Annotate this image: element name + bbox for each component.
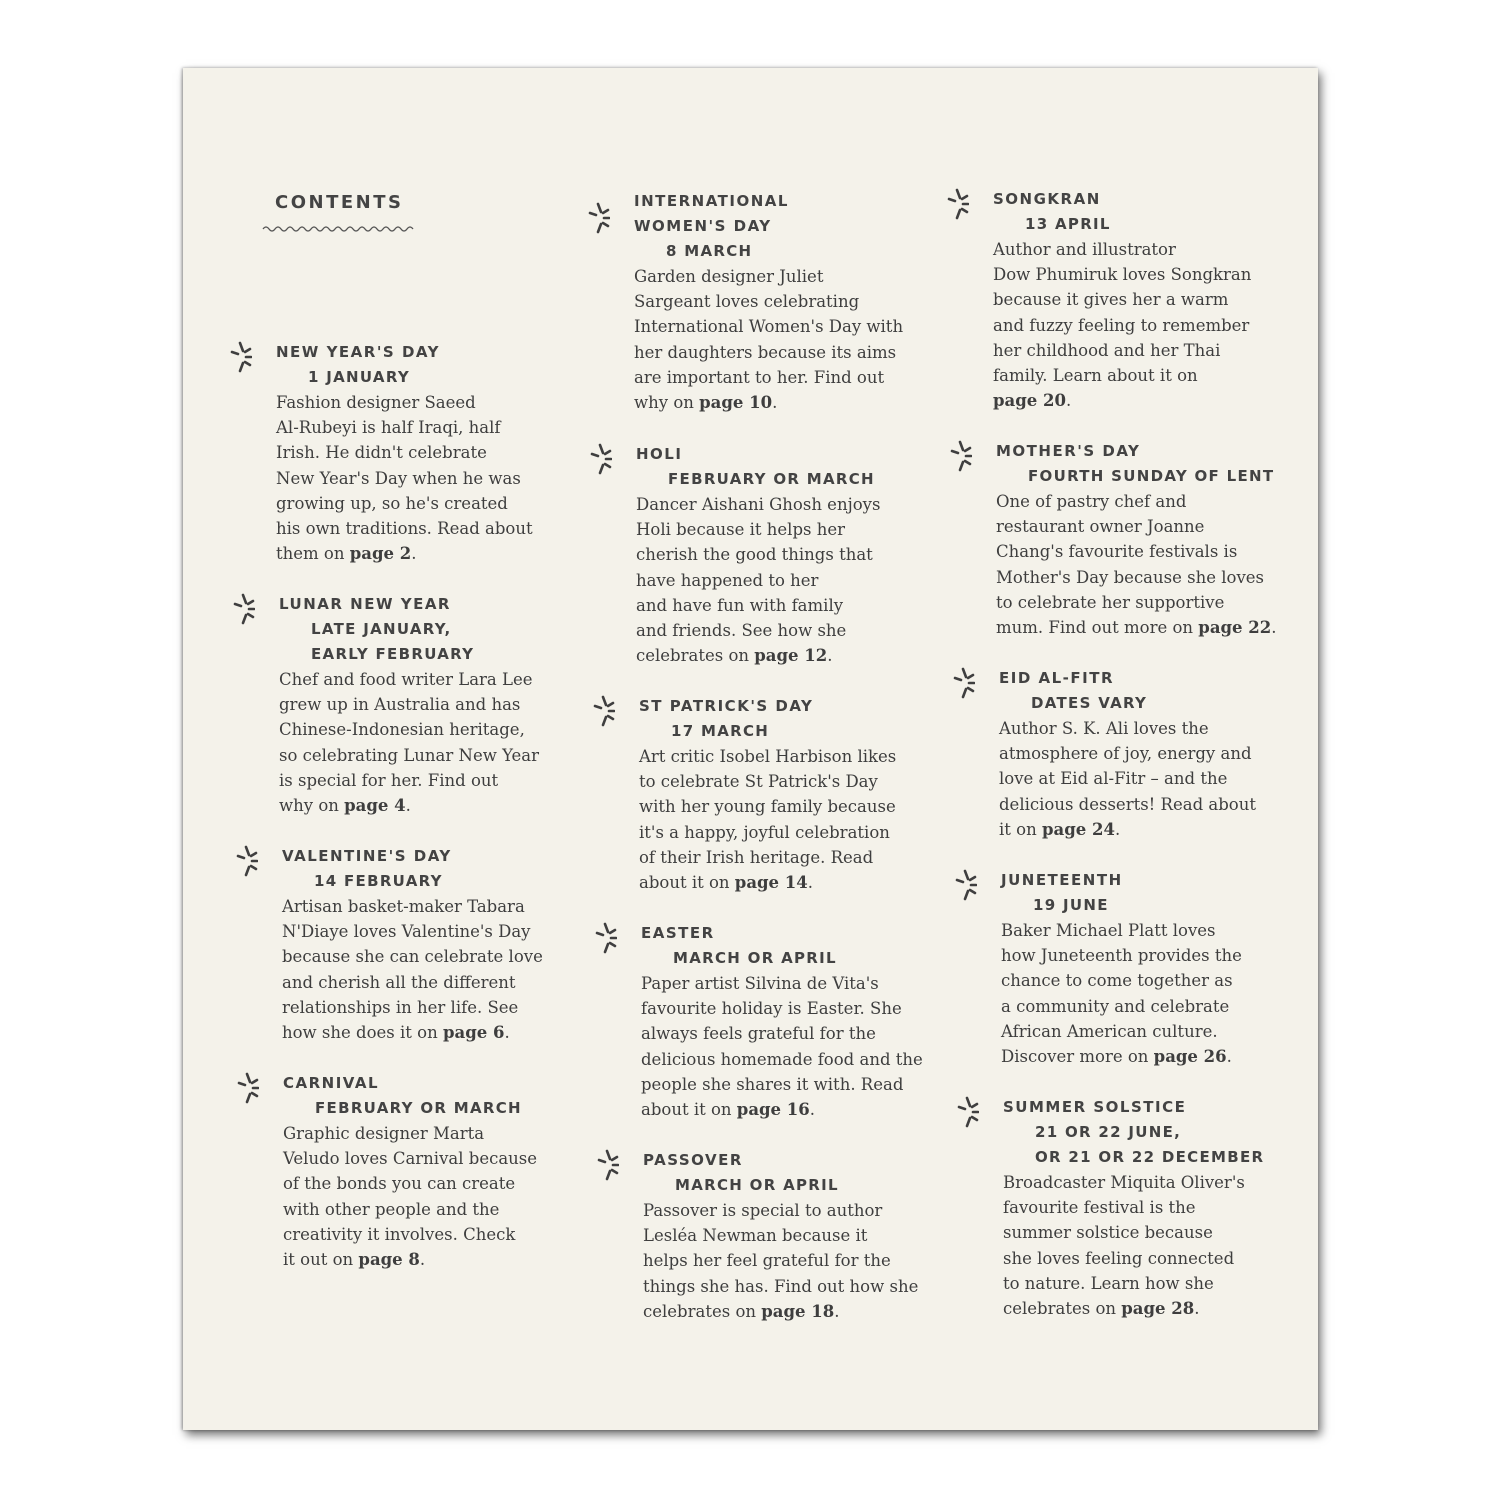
entry-text-line bbox=[993, 262, 1293, 287]
entry-date: 14 FEBRUARY bbox=[314, 872, 443, 890]
entry-text: her daughters because its aims bbox=[634, 342, 897, 362]
entry-text: delicious homemade food and the bbox=[641, 1049, 923, 1069]
entry-text-line bbox=[634, 289, 934, 314]
entry-date: 1 JANUARY bbox=[308, 368, 411, 386]
entry-text-line bbox=[276, 390, 576, 415]
entry-text-line bbox=[1003, 1246, 1303, 1271]
entry-text-line bbox=[643, 1248, 943, 1273]
entry-text: Discover more on bbox=[1001, 1047, 1154, 1067]
contents-entry bbox=[993, 187, 1293, 413]
entry-text: family. Learn about it on bbox=[993, 366, 1198, 386]
entry-text-line bbox=[643, 1223, 943, 1248]
page-reference-link[interactable]: page 10 bbox=[699, 393, 773, 413]
entry-text: have happened to her bbox=[636, 570, 819, 590]
entry-text: favourite festival is the bbox=[1003, 1198, 1196, 1218]
entry-text-line bbox=[282, 1020, 582, 1045]
entry-text-line bbox=[996, 565, 1296, 590]
entry-text-line bbox=[643, 1299, 943, 1324]
entry-text: helps her feel grateful for the bbox=[643, 1251, 891, 1271]
entry-text: Chang's favourite festivals is bbox=[996, 542, 1238, 562]
entry-text-line bbox=[636, 542, 936, 567]
entry-text: are important to her. Find out bbox=[634, 367, 885, 387]
entry-date: LATE JANUARY, bbox=[311, 620, 452, 638]
entry-text: Al-Rubeyi is half Iraqi, half bbox=[276, 418, 501, 438]
entry-text: so celebrating Lunar New Year bbox=[279, 745, 540, 765]
entry-text-tail: . bbox=[772, 393, 778, 413]
entry-text-tail: . bbox=[807, 873, 814, 893]
entry-text-line bbox=[643, 1274, 943, 1299]
entry-text: cherish the good things that bbox=[636, 545, 873, 565]
burst-icon bbox=[947, 187, 969, 221]
entry-text-line bbox=[999, 741, 1299, 766]
entry-text-line bbox=[279, 743, 579, 768]
entry-date: OR 21 OR 22 DECEMBER bbox=[1035, 1148, 1265, 1166]
entry-text-line bbox=[1001, 1019, 1301, 1044]
page-reference-link[interactable]: page 28 bbox=[1121, 1299, 1195, 1319]
entry-date: 13 APRIL bbox=[1025, 215, 1111, 233]
entry-text-line bbox=[282, 894, 582, 919]
entry-text-line bbox=[636, 593, 936, 618]
entry-text-line bbox=[634, 264, 934, 289]
entry-heading: ST PATRICK'S DAY bbox=[639, 697, 814, 715]
entry-text-tail: . bbox=[827, 646, 833, 666]
entry-heading: MOTHER'S DAY bbox=[996, 442, 1141, 460]
entry-text: favourite holiday is Easter. She bbox=[641, 999, 902, 1019]
entry-text-line bbox=[643, 1198, 943, 1223]
entry-text: a community and celebrate bbox=[1001, 996, 1230, 1016]
entry-text: Passover is special to author bbox=[643, 1201, 883, 1220]
entry-text: celebrates on bbox=[636, 646, 755, 666]
burst-icon bbox=[590, 442, 612, 476]
entry-date: 19 JUNE bbox=[1033, 896, 1109, 914]
entry-text: Garden designer Juliet bbox=[634, 267, 824, 286]
entry-text-line bbox=[1001, 1044, 1301, 1069]
entry-text-line bbox=[639, 794, 939, 819]
entry-heading: LUNAR NEW YEAR bbox=[279, 595, 451, 613]
page-reference-link[interactable]: page 16 bbox=[736, 1100, 810, 1120]
entry-text: to celebrate St Patrick's Day bbox=[639, 772, 878, 792]
entry-text-tail: . bbox=[1065, 391, 1072, 411]
entry-text-line bbox=[641, 971, 941, 996]
entry-text-line bbox=[1001, 943, 1301, 968]
page-reference-link[interactable]: page 12 bbox=[754, 646, 828, 666]
entry-text-line bbox=[639, 870, 939, 895]
entry-text: Holi because it helps her bbox=[636, 520, 846, 540]
entry-text: Irish. He didn't celebrate bbox=[276, 443, 487, 463]
entry-text: summer solstice because bbox=[1003, 1223, 1213, 1243]
entry-text-line bbox=[1003, 1271, 1303, 1296]
entry-heading: SONGKRAN bbox=[993, 190, 1101, 208]
entry-text: grew up in Australia and has bbox=[279, 695, 521, 715]
entry-date: FEBRUARY OR MARCH bbox=[315, 1099, 522, 1117]
entry-text: celebrates on bbox=[1003, 1299, 1122, 1319]
entry-text-line bbox=[641, 996, 941, 1021]
entry-heading: WOMEN'S DAY bbox=[634, 217, 772, 235]
entry-text-line bbox=[283, 1222, 583, 1247]
entry-text: Chinese-Indonesian heritage, bbox=[279, 720, 525, 740]
entry-text: New Year's Day when he was bbox=[276, 468, 521, 488]
entry-heading: EID AL-FITR bbox=[999, 669, 1115, 687]
wavy-underline bbox=[262, 223, 416, 235]
entry-text-tail: . bbox=[1226, 1047, 1232, 1067]
contents-entry bbox=[1003, 1095, 1303, 1321]
entry-text-tail: . bbox=[405, 796, 411, 816]
entry-text-line bbox=[276, 466, 576, 491]
page-reference-link[interactable]: page 18 bbox=[761, 1301, 835, 1321]
entry-text: Artisan basket-maker Tabara bbox=[282, 897, 525, 916]
contents-entry bbox=[999, 666, 1299, 842]
entry-text: Broadcaster Miquita Oliver's bbox=[1003, 1173, 1245, 1192]
burst-icon bbox=[957, 1095, 979, 1129]
entry-text: Paper artist Silvina de Vita's bbox=[641, 974, 879, 993]
burst-icon bbox=[230, 340, 252, 374]
entry-text-line bbox=[634, 340, 934, 365]
contents-entry bbox=[282, 844, 582, 1045]
entry-text-line bbox=[1003, 1296, 1303, 1321]
contents-entry bbox=[1001, 868, 1301, 1069]
entry-text-line bbox=[1001, 918, 1301, 943]
page-reference-link[interactable]: page 6 bbox=[442, 1023, 505, 1043]
entry-text-line bbox=[634, 365, 934, 390]
entry-text: Sargeant loves celebrating bbox=[634, 292, 860, 312]
burst-icon bbox=[593, 694, 615, 728]
entry-text: delicious desserts! Read about bbox=[999, 794, 1256, 814]
entry-date: DATES VARY bbox=[1031, 694, 1148, 712]
entry-text: Author and illustrator bbox=[993, 240, 1176, 259]
entry-text: One of pastry chef and bbox=[996, 492, 1187, 511]
entry-text: her childhood and her Thai bbox=[993, 340, 1221, 360]
entry-text: she loves feeling connected bbox=[1003, 1248, 1235, 1268]
entry-text: Art critic Isobel Harbison likes bbox=[639, 747, 897, 766]
entry-text: and have fun with family bbox=[636, 595, 844, 615]
entry-heading: NEW YEAR'S DAY bbox=[276, 343, 440, 361]
burst-icon bbox=[588, 201, 610, 235]
burst-icon bbox=[233, 592, 255, 626]
entry-text-tail: . bbox=[834, 1301, 840, 1321]
burst-icon bbox=[236, 844, 258, 878]
contents-entry bbox=[639, 694, 939, 895]
entry-text-line bbox=[641, 1021, 941, 1046]
entry-heading: VALENTINE'S DAY bbox=[282, 847, 452, 865]
entry-text-line bbox=[282, 970, 582, 995]
burst-icon bbox=[955, 868, 977, 902]
entry-text-line bbox=[639, 845, 939, 870]
entry-text: it out on bbox=[283, 1250, 359, 1270]
entry-text: Veludo loves Carnival because bbox=[283, 1149, 538, 1169]
entry-heading: JUNETEENTH bbox=[1001, 871, 1123, 889]
entry-text: people she shares it with. Read bbox=[641, 1074, 904, 1094]
entry-text-line bbox=[993, 313, 1293, 338]
entry-text-line bbox=[283, 1146, 583, 1171]
entry-date: 8 MARCH bbox=[666, 242, 753, 260]
entry-text-line bbox=[282, 919, 582, 944]
entry-text: N'Diaye loves Valentine's Day bbox=[282, 922, 531, 942]
entry-text-line bbox=[996, 615, 1296, 640]
entry-text: it on bbox=[999, 819, 1042, 839]
entry-date: MARCH OR APRIL bbox=[675, 1176, 839, 1194]
entry-text: growing up, so he's created bbox=[276, 493, 508, 513]
burst-icon bbox=[950, 439, 972, 473]
entry-text: it's a happy, joyful celebration bbox=[639, 822, 890, 842]
entry-text-line bbox=[996, 539, 1296, 564]
entry-text-line bbox=[996, 590, 1296, 615]
entry-text-line bbox=[636, 568, 936, 593]
entry-text-line bbox=[996, 489, 1296, 514]
entry-text: celebrates on bbox=[643, 1301, 762, 1321]
entry-text-line bbox=[636, 643, 936, 668]
entry-date: MARCH OR APRIL bbox=[673, 949, 837, 967]
entry-date: 21 OR 22 JUNE, bbox=[1035, 1123, 1182, 1141]
contents-entry bbox=[636, 442, 936, 668]
entry-text-line bbox=[639, 820, 939, 845]
entry-text-line bbox=[999, 817, 1299, 842]
entry-heading: EASTER bbox=[641, 924, 715, 942]
entry-text: about it on bbox=[641, 1100, 737, 1120]
contents-entry bbox=[283, 1071, 583, 1272]
entry-heading: INTERNATIONAL bbox=[634, 192, 789, 210]
entry-text-line bbox=[996, 514, 1296, 539]
entry-text-line bbox=[279, 793, 579, 818]
entry-text: creativity it involves. Check bbox=[283, 1224, 516, 1244]
entry-text: his own traditions. Read about bbox=[276, 519, 533, 539]
entry-text-line bbox=[993, 388, 1293, 413]
entry-text: things she has. Find out how she bbox=[643, 1276, 919, 1296]
entry-text-line bbox=[636, 492, 936, 517]
entry-date: FEBRUARY OR MARCH bbox=[668, 470, 875, 488]
entry-text-tail: . bbox=[1271, 618, 1277, 638]
entry-text: Fashion designer Saeed bbox=[276, 393, 476, 412]
entry-text-line bbox=[1003, 1220, 1303, 1245]
entry-text-line bbox=[641, 1072, 941, 1097]
entry-text-tail: . bbox=[419, 1250, 426, 1270]
entry-text-line bbox=[634, 314, 934, 339]
entry-text-line bbox=[279, 692, 579, 717]
entry-heading: CARNIVAL bbox=[283, 1074, 380, 1092]
entry-text: of the bonds you can create bbox=[283, 1174, 516, 1194]
burst-icon bbox=[237, 1071, 259, 1105]
entry-text-line bbox=[636, 618, 936, 643]
entry-text: why on bbox=[634, 393, 700, 413]
entry-text: love at Eid al-Fitr – and the bbox=[999, 769, 1228, 789]
entry-text-line bbox=[641, 1097, 941, 1122]
entry-text-line bbox=[993, 287, 1293, 312]
entry-text-line bbox=[276, 415, 576, 440]
page-title: CONTENTS bbox=[275, 192, 404, 213]
entry-text-line bbox=[279, 768, 579, 793]
entry-text: how she does it on bbox=[282, 1023, 443, 1043]
entry-text: Mother's Day because she loves bbox=[996, 567, 1264, 587]
entry-text: to nature. Learn how she bbox=[1003, 1273, 1214, 1293]
entry-text-line bbox=[282, 995, 582, 1020]
entry-text: and friends. See how she bbox=[636, 621, 847, 641]
entry-text-line bbox=[283, 1171, 583, 1196]
entry-text-line bbox=[993, 338, 1293, 363]
entry-text: Dow Phumiruk loves Songkran bbox=[993, 265, 1252, 285]
entry-heading: HOLI bbox=[636, 445, 683, 463]
entry-text: of their Irish heritage. Read bbox=[639, 847, 874, 867]
entry-text: restaurant owner Joanne bbox=[996, 517, 1205, 537]
page-reference-link[interactable]: page 2 bbox=[349, 544, 412, 564]
entry-text-line bbox=[999, 766, 1299, 791]
entry-text-line bbox=[282, 944, 582, 969]
page-reference-link[interactable]: page 14 bbox=[734, 873, 808, 893]
entry-text: and cherish all the different bbox=[282, 972, 516, 992]
entry-text: Chef and food writer Lara Lee bbox=[279, 670, 533, 689]
page-reference-link[interactable]: page 24 bbox=[1041, 819, 1115, 839]
entry-text-line bbox=[1001, 968, 1301, 993]
burst-icon bbox=[953, 666, 975, 700]
entry-text: Author S. K. Ali loves the bbox=[999, 719, 1209, 738]
entry-text-line bbox=[639, 769, 939, 794]
entry-text: because it gives her a warm bbox=[993, 290, 1229, 310]
entry-text: with her young family because bbox=[639, 797, 896, 817]
entry-text: Dancer Aishani Ghosh enjoys bbox=[636, 495, 881, 514]
contents-entry bbox=[276, 340, 576, 566]
entry-date: EARLY FEBRUARY bbox=[311, 645, 475, 663]
entry-text: about it on bbox=[639, 873, 735, 893]
entry-text: how Juneteenth provides the bbox=[1001, 946, 1242, 966]
entry-text-line bbox=[276, 541, 576, 566]
entry-date: 17 MARCH bbox=[671, 722, 770, 740]
entry-text: always feels grateful for the bbox=[641, 1024, 876, 1044]
page-reference-link[interactable]: page 20 bbox=[993, 391, 1066, 411]
burst-icon bbox=[597, 1148, 619, 1182]
contents-entry bbox=[634, 189, 934, 415]
entry-heading: PASSOVER bbox=[643, 1151, 743, 1169]
entry-text-line bbox=[279, 717, 579, 742]
entry-text-line bbox=[1003, 1170, 1303, 1195]
entry-text-tail: . bbox=[411, 544, 417, 564]
page-reference-link[interactable]: page 22 bbox=[1198, 618, 1272, 638]
entry-text-tail: . bbox=[1114, 819, 1121, 839]
entry-text-tail: . bbox=[504, 1023, 510, 1043]
contents-entry bbox=[996, 439, 1296, 640]
entry-text-tail: . bbox=[1194, 1299, 1200, 1319]
entry-text: Lesléa Newman because it bbox=[643, 1226, 868, 1246]
page-reference-link[interactable]: page 8 bbox=[358, 1250, 420, 1270]
entry-text-line bbox=[993, 363, 1293, 388]
entry-date: FOURTH SUNDAY OF LENT bbox=[1028, 467, 1275, 485]
entry-text-line bbox=[1001, 994, 1301, 1019]
entry-text: is special for her. Find out bbox=[279, 770, 499, 790]
entry-text: to celebrate her supportive bbox=[996, 592, 1225, 612]
entry-text: atmosphere of joy, energy and bbox=[999, 744, 1252, 764]
entry-text: African American culture. bbox=[1001, 1021, 1218, 1041]
entry-text-line bbox=[283, 1121, 583, 1146]
entry-text-line bbox=[276, 491, 576, 516]
entry-text-line bbox=[634, 390, 934, 415]
entry-text-line bbox=[993, 237, 1293, 262]
entry-text: why on bbox=[279, 796, 345, 816]
entry-text-line bbox=[276, 440, 576, 465]
entry-text-line bbox=[999, 716, 1299, 741]
entry-heading: SUMMER SOLSTICE bbox=[1003, 1098, 1187, 1116]
entry-text: with other people and the bbox=[283, 1199, 500, 1219]
contents-entry bbox=[279, 592, 579, 818]
entry-text: mum. Find out more on bbox=[996, 618, 1199, 638]
burst-icon bbox=[595, 921, 617, 955]
page-reference-link[interactable]: page 26 bbox=[1153, 1047, 1227, 1067]
entry-text: chance to come together as bbox=[1001, 971, 1233, 991]
contents-entry bbox=[641, 921, 941, 1122]
entry-text-tail: . bbox=[809, 1100, 816, 1120]
entry-text-line bbox=[999, 792, 1299, 817]
entry-text: Baker Michael Platt loves bbox=[1001, 921, 1216, 940]
entry-text-line bbox=[276, 516, 576, 541]
page-reference-link[interactable]: page 4 bbox=[344, 796, 406, 816]
entry-text-line bbox=[283, 1247, 583, 1272]
entry-text-line bbox=[641, 1047, 941, 1072]
entry-text-line bbox=[639, 744, 939, 769]
entry-text: them on bbox=[276, 544, 350, 564]
contents-entry bbox=[643, 1148, 943, 1324]
entry-text: Graphic designer Marta bbox=[283, 1124, 485, 1143]
entry-text-line bbox=[1003, 1195, 1303, 1220]
entry-text: relationships in her life. See bbox=[282, 997, 519, 1017]
entry-text: because she can celebrate love bbox=[282, 947, 543, 967]
entry-text-line bbox=[283, 1197, 583, 1222]
entry-text: International Women's Day with bbox=[634, 317, 904, 337]
entry-text-line bbox=[636, 517, 936, 542]
entry-text-line bbox=[279, 667, 579, 692]
entry-text: and fuzzy feeling to remember bbox=[993, 315, 1250, 335]
